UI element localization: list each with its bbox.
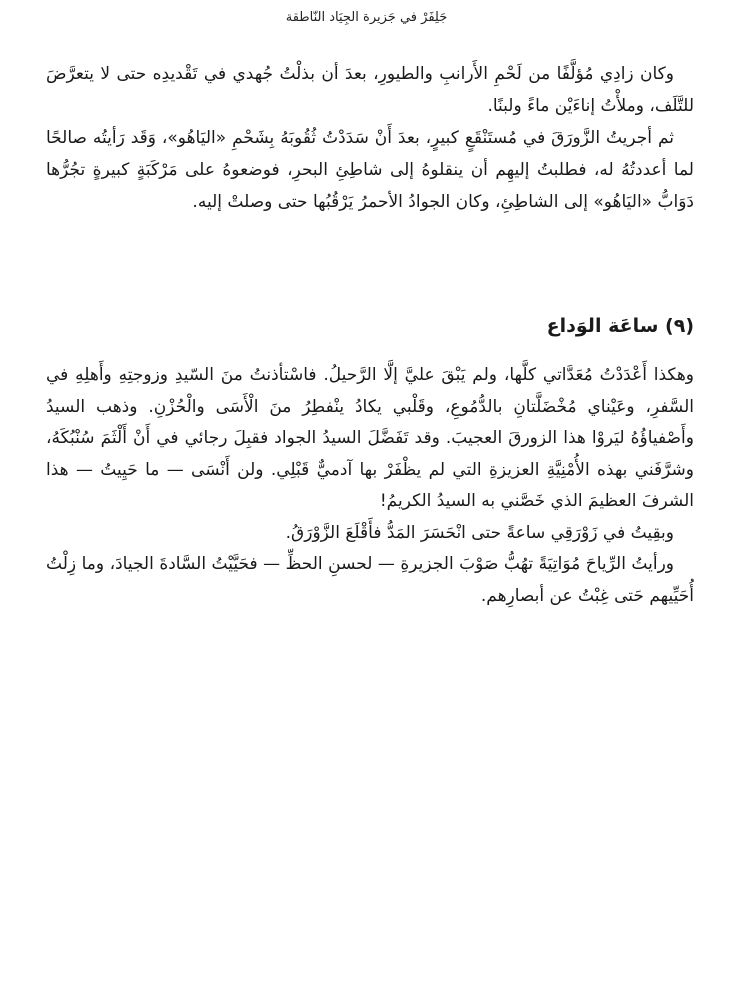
section-1-body [46, 58, 694, 218]
paragraph: ورأيتُ الرِّياحَ مُوَاتِيَةً تهُبُّ صَوْبَ الجزيرةِ — لحسنِ الحظِّ — فحَيَّيْتُ السَّادةَ الجيادَ، وما زِلْتُ أُحَيِّيهم حَتى غِبْتُ عن أبصارِهم. [46, 554, 694, 606]
running-header: جَلِفَرْ في جَزيرة الجِيَاد النّاطقة [285, 10, 448, 25]
paragraph: ثم أجريتُ الزَّورَقَ في مُستَنْقَعٍ كبيرٍ، بعدَ أَنْ سَدَدْتُ ثُقُوبَهُ بِشَحْمِ «اليَاهُو»، وَقَد رَأيتُه صالحًا لما أعددتُهُ له، فطلبتُ إليهِم أن ينقلوهُ إلى شاطِئِ البحرِ، فوضعوهُ على مَرْكَبَةٍ كبيرةٍ تجُرُّها دَوَابُّ «اليَاهُو» إلى الشاطِئِ، وكان الجوادُ الأحمرُ يَرْقُبُها حتى وصلتْ إليه. [46, 128, 694, 212]
paragraph: وهكذا أَعْدَدْتُ مُعَدَّاتي كلَّها، ولم يَبْقَ عليَّ إلَّا الرَّحيلُ. فاسْتأذنتُ منَ السّيدِ وزوجتِهِ وأَهلِهِ في السَّفرِ، وعَيْناي مُخْضَلَّتانِ بالدُّمُوعِ، وقَلْبي يكادُ ينْفطِرُ منَ الْأَسَى والْحُزْنِ. وذهب السيدُ وأَصْفياؤُهُ ليَروْا هذا الزورقَ العجيبَ. وقد تَفَضَّلَ السيدُ الجواد فقبِلَ رجائي في أَنْ أَلْثَمَ سُنْبُكَهُ، وشرَّفَني بهذه الأُمْنِيَّةِ العزيزةِ التي لم يظْفَرْ بها آدميٌّ قَبْلِي. ولن أَنْسَى — ما حَيِيتُ — هذا الشرفَ العظيمَ الذي خَصَّني به السيدُ الكريمُ! [46, 365, 694, 511]
paragraph: وبقِيتُ في زَوْرَقِي ساعةً حتى انْحَسَرَ المَدُّ فأَقْلَعَ الزَّوْرَقُ. [285, 522, 674, 543]
paragraph: وكان زادِي مُؤلَّفًا من لَحْمِ الأَرانبِ والطيورِ، بعدَ أن بذلْتُ جُهدي في تَقْديدِه حتى لا يتعرَّضَ للتَّلَف، وملأْتُ إناءَيْن ماءً ولبنًا. [46, 64, 694, 116]
section-heading: (٩) ساعَة الوَداع [546, 315, 694, 337]
section-2-body [46, 360, 694, 612]
